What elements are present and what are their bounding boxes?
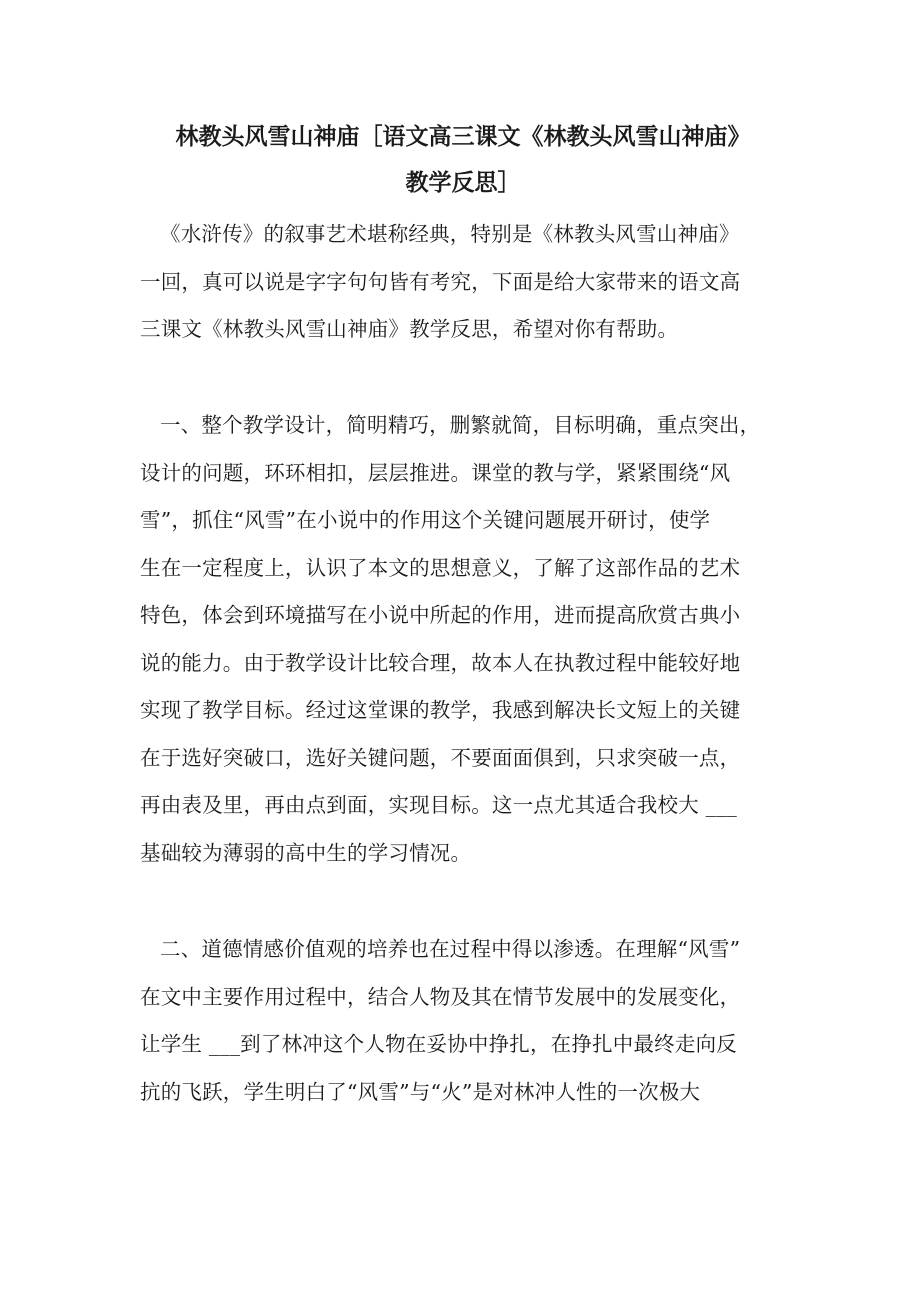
intro-paragraph: [140, 211, 790, 354]
section-one-paragraph: [140, 402, 790, 877]
section-one-line: 雪”，抓住“风雪”在小说中的作用这个关键问题展开研讨，使学: [140, 508, 711, 532]
section-one-line: 生在一定程度上，认识了本文的思想意义，了解了这部作品的艺术: [140, 555, 741, 580]
intro-line: 一回，真可以说是字字句句皆有考究，下面是给大家带来的语文高: [140, 269, 741, 294]
section-one-line: 特色，体会到环境描写在小说中所起的作用，进而提高欣赏古典小: [140, 603, 741, 627]
section-two-paragraph: [140, 926, 790, 1116]
section-one-line: 说的能力。由于教学设计比较合理，故本人在执教过程中能较好地: [140, 650, 741, 675]
section-one-line: 再由表及里，再由点到面，实现目标。这一点尤其适合我校大 ___: [140, 793, 737, 817]
section-one-line: 基础较为薄弱的高中生的学习情况。: [140, 840, 472, 865]
intro-line: 《水浒传》的叙事艺术堪称经典，特别是《林教头风雪山神庙》: [160, 222, 740, 246]
section-one-line: 设计的问题，环环相扣，层层推进。课堂的教与学，紧紧围绕“风: [140, 460, 731, 485]
section-two-line: 抗的飞跃，学生明白了“风雪”与“火”是对林冲人性的一次极大: [140, 1079, 701, 1104]
section-two-line: 在文中主要作用过程中，结合人物及其在情节发展中的发展变化，: [140, 984, 741, 1009]
title-line-2: 教学反思］: [405, 169, 521, 196]
document-title: [138, 114, 788, 206]
intro-line: 三课文《林教头风雪山神庙》教学反思，希望对你有帮助。: [140, 317, 679, 341]
section-one-line: 在于选好突破口，选好关键问题，不要面面俱到，只求突破一点，: [140, 745, 741, 770]
title-line-1: 林教头风雪山神庙［语文高三课文《林教头风雪山神庙》: [175, 123, 751, 150]
section-two-line: 让学生 ___到了林冲这个人物在妥协中挣扎，在挣扎中最终走向反: [140, 1032, 737, 1056]
section-one-line: 一、整个教学设计，简明精巧，删繁就简，目标明确，重点突出，: [160, 413, 761, 437]
section-one-line: 实现了教学目标。经过这堂课的教学，我感到解决长文短上的关键: [140, 698, 741, 722]
section-two-line: 二、道德情感价值观的培养也在过程中得以渗透。在理解“风雪”: [160, 937, 741, 961]
